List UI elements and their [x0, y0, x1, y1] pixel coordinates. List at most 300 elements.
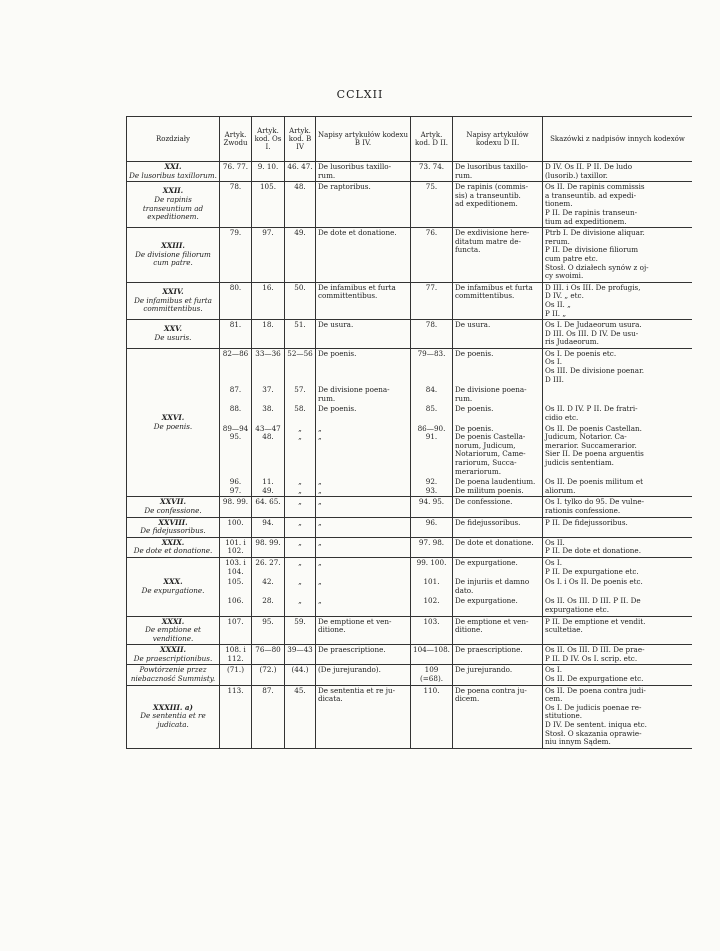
cell-text: De infamibus et furta committentibus. [455, 282, 533, 301]
cell-b-iv [285, 320, 316, 349]
cell-b-iv [285, 685, 316, 748]
section-number: XXVI. [161, 413, 185, 423]
cell-napis-d-ii [453, 320, 543, 349]
cell-napis-b-iv [316, 320, 411, 349]
cell-text: 26. 27. [255, 557, 281, 567]
cell-b-iv [285, 348, 316, 385]
cell-text: „ [318, 497, 322, 507]
cell-d-ii [411, 577, 453, 596]
cell-text: 110. [423, 685, 440, 695]
cell-d-ii [411, 685, 453, 748]
cell-napis-d-ii [453, 424, 543, 478]
cell-text: „ [298, 497, 302, 507]
cell-d-ii [411, 348, 453, 385]
header-artyk-b-iv: Artyk. kod. B IV [285, 117, 316, 162]
cell-text: 98. 99. [255, 537, 281, 547]
cell-d-ii [411, 182, 453, 228]
cell-napis-b-iv [316, 385, 411, 404]
cell-text: „ [318, 577, 322, 587]
cell-text: 104—108. [413, 645, 450, 655]
cell-text: „ „ [318, 477, 322, 495]
header-artyk-zwodu: Artyk. Zwodu [220, 117, 252, 162]
cell-os-i [252, 477, 285, 497]
cell-napis-d-ii [453, 557, 543, 577]
section-name: De infamibus et furta committentibus. [134, 295, 212, 314]
cell-text: 18. [262, 320, 274, 330]
cell-d-ii [411, 665, 453, 685]
cell-text: Os II. De rapinis commissis a transeuntib. ad expedi- tionem. P II. De rapinis transeun- tium ad expeditionem. [545, 182, 645, 226]
cell-text: 43—47 48. [255, 423, 281, 442]
cell-skazowki [543, 320, 693, 349]
cell-b-iv [285, 596, 316, 616]
cell-text: Os II. Os III. D III. P II. De expurgatione etc. [545, 596, 641, 614]
cell-text: „ [298, 537, 302, 547]
cell-zwod [220, 182, 252, 228]
cell-b-iv [285, 228, 316, 283]
cell-text: 45. [294, 685, 306, 695]
cell-text: (De jurejurando). [318, 665, 381, 675]
cell-os-i [252, 577, 285, 596]
cell-text: 16. [262, 282, 274, 292]
cell-text: De praescriptione. [455, 645, 523, 655]
cell-skazowki [543, 645, 693, 665]
cell-napis-b-iv [316, 228, 411, 283]
cell-text: De usura. [318, 320, 354, 330]
table-row [127, 537, 693, 557]
cell-text: De poena contra ju- dicem. [455, 685, 527, 704]
header-skazowki: Skazówki z nadpisów innych kodexów [543, 117, 693, 162]
header-napisy-b-iv: Napisy artykułów kodexu B IV. [316, 117, 411, 162]
cell-text: 108. i 112. [225, 645, 246, 663]
cell-text: De poena laudentium. De militum poenis. [455, 477, 536, 495]
cell-text: 79—83. [417, 348, 446, 358]
cell-napis-d-ii [453, 665, 543, 685]
cell-napis-b-iv [316, 557, 411, 577]
cell-text: „ [318, 557, 322, 567]
cell-text: De usura. [455, 320, 491, 330]
section-number: XXIX. [161, 537, 185, 547]
table-row [127, 557, 693, 577]
cell-skazowki [543, 596, 693, 616]
cell-skazowki [543, 517, 693, 537]
cell-text: De expurgatione. [455, 557, 518, 567]
cell-napis-b-iv [316, 424, 411, 478]
cell-text: D IV. Os II. P II. De ludo (lusorib.) taxillor. [545, 162, 633, 180]
cell-text: Ptrb I. De divisione aliquar. rerum. P II. De divisione filiorum cum patre etc. Stosł. O działech synów z oj- cy swoimi. [545, 228, 649, 281]
cell-text: Os II. P II. De dote et donatione. [545, 537, 641, 556]
cell-text: 73. 74. [418, 162, 445, 171]
cell-b-iv [285, 282, 316, 319]
cell-text: „ „ [298, 477, 302, 495]
cell-text: 103. [423, 616, 440, 626]
cell-zwod [220, 616, 252, 645]
cell-b-iv [285, 577, 316, 596]
cell-napis-b-iv [316, 348, 411, 385]
cell-zwod [220, 424, 252, 478]
cell-text: 9. 10. [257, 162, 279, 171]
cell-zwod [220, 282, 252, 319]
cell-text: De infamibus et furta committentibus. [318, 282, 396, 301]
cell-skazowki [543, 282, 693, 319]
cell-zwod [220, 685, 252, 748]
cell-b-iv [285, 477, 316, 497]
cell-os-i [252, 162, 285, 182]
cell-text: 82—86 [222, 348, 249, 358]
cell-b-iv [285, 497, 316, 517]
cell-text: 76—80 [255, 645, 281, 655]
cell-text: De lusoribus taxillo- rum. [318, 162, 392, 180]
cell-zwod [220, 477, 252, 497]
cell-text: 102. [423, 596, 440, 606]
cell-d-ii [411, 645, 453, 665]
cell-napis-d-ii [453, 537, 543, 557]
cell-napis-b-iv [316, 282, 411, 319]
section-number: XXIII. [161, 241, 185, 251]
cell-text: De emptione et ven- ditione. [455, 616, 529, 635]
cell-text: 99. 100. [416, 557, 447, 567]
section-title [127, 282, 220, 319]
cell-text: 48. [294, 182, 306, 192]
cell-os-i [252, 348, 285, 385]
table-row [127, 182, 693, 228]
cell-text: Os I. De poenis etc. Os I. Os III. De divisione poenar. D III. [545, 348, 645, 384]
section-number: XXVII. [160, 497, 186, 507]
cell-text: 79. [229, 228, 242, 238]
cell-os-i [252, 404, 285, 423]
cell-text: 101. [423, 577, 440, 587]
cell-napis-b-iv [316, 182, 411, 228]
cell-text: 75. [425, 182, 438, 192]
cell-text: 39—43 [287, 645, 313, 655]
section-title [127, 665, 220, 685]
cell-text: P II. De fidejussoribus. [545, 517, 628, 527]
cell-d-ii [411, 596, 453, 616]
cell-text: 58. [294, 404, 306, 414]
cell-text: 52—56 [287, 348, 313, 358]
section-title [127, 162, 220, 182]
cell-text: 76. 77. [222, 162, 249, 171]
cell-text: De dote et donatione. [318, 228, 397, 238]
section-name: De divisione filiorum cum patre. [135, 249, 211, 268]
cell-b-iv [285, 385, 316, 404]
cell-os-i [252, 616, 285, 645]
cell-text: „ [318, 537, 322, 547]
cell-text: 97. 98. [418, 537, 445, 547]
cell-napis-b-iv [316, 577, 411, 596]
cell-skazowki [543, 348, 693, 385]
cell-skazowki [543, 577, 693, 596]
cell-text: 98. 99. [222, 497, 249, 507]
section-name: De emptione et venditione. [145, 625, 201, 643]
cell-skazowki [543, 685, 693, 748]
cell-text: Os II. De poenis Castellan. Judicum, Notarior. Ca- merarior. Succamerarior. Sier II. De poena arguentis judicis sententiam. [545, 423, 644, 467]
cell-text: Os I. P II. De expurgatione etc. [545, 557, 639, 576]
cell-text: Os I. Os II. De expurgatione etc. [545, 665, 644, 684]
header-artyk-d-ii: Artyk. kod. D II. [411, 117, 453, 162]
section-number: XXII. [162, 186, 184, 196]
cell-d-ii [411, 477, 453, 497]
cell-d-ii [411, 537, 453, 557]
cell-skazowki [543, 537, 693, 557]
cell-text: 28. [262, 596, 274, 606]
cell-text: 101. i 102. [225, 537, 246, 556]
cell-zwod [220, 404, 252, 423]
cell-napis-b-iv [316, 616, 411, 645]
cell-text: 51. [294, 320, 306, 330]
section-title [127, 616, 220, 645]
cell-napis-b-iv [316, 596, 411, 616]
cell-os-i [252, 320, 285, 349]
cell-text: 87. [229, 385, 242, 395]
cell-text: De poenis. [455, 404, 494, 414]
page-number: CCLXII [336, 88, 384, 101]
section-title [127, 228, 220, 283]
cell-text: 105. [227, 577, 244, 587]
section-number: XXX. [163, 577, 183, 587]
cell-text: 59. [294, 616, 306, 626]
cell-text: De poenis. De poenis Castella- norum, Judicum, Notariorum, Came- rariorum, Succa- merariorum. [455, 423, 526, 476]
cell-napis-b-iv [316, 665, 411, 685]
header-napisy-d-ii: Napisy artykułów kodexu D II. [453, 117, 543, 162]
table-row [127, 517, 693, 537]
cell-text: De fidejussoribus. [455, 517, 521, 527]
cell-napis-d-ii [453, 497, 543, 517]
table-row [127, 348, 693, 385]
cell-text: De raptoribus. [318, 182, 371, 192]
table-row [127, 616, 693, 645]
cell-text: 92. 93. [425, 477, 438, 495]
cell-text: 94. 95. [418, 497, 445, 507]
cell-text: De jurejurando. [455, 665, 513, 675]
cell-text: 85. [425, 404, 438, 414]
cell-text: 96. [425, 517, 438, 527]
cell-d-ii [411, 404, 453, 423]
cell-napis-b-iv [316, 645, 411, 665]
cell-napis-d-ii [453, 477, 543, 497]
cell-text: „ [298, 596, 302, 606]
cell-text: 88. [229, 404, 242, 414]
cell-text: 80. [229, 282, 242, 292]
section-number: XXVIII. [158, 517, 188, 527]
cell-text: D III. i Os III. De profugis, D IV. „ etc. Os II. „ P II. „ [545, 282, 641, 318]
cell-zwod [220, 557, 252, 577]
cell-os-i [252, 182, 285, 228]
cell-d-ii [411, 497, 453, 517]
cell-zwod [220, 162, 252, 182]
section-number: XXXII. [160, 645, 186, 655]
cell-napis-b-iv [316, 477, 411, 497]
cell-text: 11. 49. [262, 477, 274, 495]
cell-text: De poenis. [318, 348, 357, 358]
cell-os-i [252, 596, 285, 616]
cell-text: 97. [262, 228, 274, 238]
cell-napis-b-iv [316, 517, 411, 537]
cell-napis-b-iv [316, 162, 411, 182]
cell-text: 107. [227, 616, 244, 626]
section-name: De praescriptionibus. [133, 653, 213, 663]
cell-d-ii [411, 228, 453, 283]
cell-napis-d-ii [453, 162, 543, 182]
section-name: De fidejussoribus. [140, 526, 206, 536]
cell-skazowki [543, 477, 693, 497]
cell-text: „ [298, 557, 302, 567]
cell-text: 50. [294, 282, 306, 292]
table-row [127, 497, 693, 517]
cell-b-iv [285, 537, 316, 557]
cell-text: Os II. De poenis militum et aliorum. [545, 477, 643, 495]
cell-text: 78. [229, 182, 242, 192]
cell-skazowki [543, 385, 693, 404]
section-name: De poenis. [153, 421, 193, 431]
table-row [127, 645, 693, 665]
concordance-table [126, 116, 692, 749]
cell-napis-d-ii [453, 616, 543, 645]
cell-text: „ „ [298, 423, 302, 442]
cell-text: 33—36 [255, 348, 281, 358]
cell-d-ii [411, 162, 453, 182]
cell-text: De injuriis et damno dato. [455, 577, 530, 595]
cell-text: 87. [262, 685, 274, 695]
cell-napis-b-iv [316, 537, 411, 557]
cell-b-iv [285, 645, 316, 665]
section-title [127, 348, 220, 497]
cell-os-i [252, 424, 285, 478]
cell-text: 46. 47. [287, 162, 313, 171]
cell-os-i [252, 645, 285, 665]
cell-napis-d-ii [453, 645, 543, 665]
cell-text: 57. [294, 385, 306, 395]
cell-os-i [252, 228, 285, 283]
cell-zwod [220, 665, 252, 685]
cell-skazowki [543, 616, 693, 645]
cell-d-ii [411, 282, 453, 319]
cell-zwod [220, 517, 252, 537]
cell-skazowki [543, 424, 693, 478]
cell-text: 100. [227, 517, 244, 527]
section-name: De dote et donatione. [133, 546, 213, 556]
cell-skazowki [543, 497, 693, 517]
section-number: XXV. [164, 324, 182, 334]
cell-text: De confessione. [455, 497, 513, 507]
cell-text: De praescriptione. [318, 645, 386, 655]
cell-text: De dote et donatione. [455, 537, 534, 547]
cell-text: „ [318, 596, 322, 606]
section-name: De confessione. [144, 505, 202, 515]
cell-text: Os II. D IV. P II. De fratri- cidio etc. [545, 404, 638, 423]
concordance-table-wrap [126, 116, 692, 836]
cell-napis-d-ii [453, 404, 543, 423]
cell-b-iv [285, 404, 316, 423]
cell-text: De expurgatione. [455, 596, 518, 606]
cell-d-ii [411, 320, 453, 349]
section-name: De lusoribus taxillorum. [129, 170, 217, 180]
table-row [127, 665, 693, 685]
cell-text: 105. [259, 182, 276, 192]
cell-napis-b-iv [316, 497, 411, 517]
section-name: De expurgatione. [141, 585, 205, 595]
cell-d-ii [411, 557, 453, 577]
cell-napis-b-iv [316, 685, 411, 748]
cell-text: (71.) [226, 665, 245, 675]
cell-text: De emptione et ven- ditione. [318, 616, 392, 635]
section-title [127, 685, 220, 748]
cell-text: De poenis. [318, 404, 357, 414]
cell-skazowki [543, 404, 693, 423]
cell-text: 42. [262, 577, 274, 587]
header-artyk-os-i: Artyk. kod. Os I. [252, 117, 285, 162]
section-title [127, 557, 220, 616]
cell-text: 113. [227, 685, 244, 695]
cell-zwod [220, 497, 252, 517]
cell-napis-d-ii [453, 385, 543, 404]
section-title [127, 517, 220, 537]
cell-b-iv [285, 665, 316, 685]
cell-text: 38. [262, 404, 274, 414]
cell-text: De sententia et re ju- dicata. [318, 685, 396, 704]
cell-napis-d-ii [453, 182, 543, 228]
cell-os-i [252, 537, 285, 557]
cell-text: De exdivisione here- ditatum matre de- functa. [455, 228, 530, 255]
section-title [127, 320, 220, 349]
cell-d-ii [411, 385, 453, 404]
cell-skazowki [543, 162, 693, 182]
cell-os-i [252, 557, 285, 577]
cell-zwod [220, 537, 252, 557]
cell-b-iv [285, 517, 316, 537]
cell-zwod [220, 596, 252, 616]
cell-text: (44.) [291, 665, 309, 675]
cell-zwod [220, 228, 252, 283]
cell-d-ii [411, 517, 453, 537]
cell-b-iv [285, 616, 316, 645]
cell-text: 106. [227, 596, 244, 606]
cell-text: „ [318, 517, 322, 527]
cell-text: (72.) [259, 665, 277, 675]
cell-text: Os II. De poena contra judi- cem. Os I. De judicis poenae re- stitutione. D IV. De sentent. iniqua etc. Stosł. O skazania oprawie- niu innym Sądem. [545, 685, 647, 747]
cell-zwod [220, 645, 252, 665]
cell-text: P II. De emptione et vendit. scultetiae. [545, 616, 646, 635]
section-title [127, 497, 220, 517]
cell-text: „ [298, 577, 302, 587]
section-number: XXIV. [162, 287, 184, 297]
section-title [127, 537, 220, 557]
cell-text: 86—90. 91. [417, 423, 446, 442]
cell-napis-d-ii [453, 685, 543, 748]
cell-zwod [220, 577, 252, 596]
cell-skazowki [543, 557, 693, 577]
cell-text: 109 (=68). [419, 665, 444, 684]
cell-os-i [252, 665, 285, 685]
cell-text: De lusoribus taxillo- rum. [455, 162, 529, 180]
cell-text: 78. [425, 320, 438, 330]
cell-text: De poenis. [455, 348, 494, 358]
cell-text: 64. 65. [255, 497, 281, 507]
cell-b-iv [285, 182, 316, 228]
cell-zwod [220, 320, 252, 349]
section-title [127, 182, 220, 228]
cell-napis-d-ii [453, 577, 543, 596]
cell-d-ii [411, 424, 453, 478]
header-row [127, 117, 693, 162]
table-row [127, 162, 693, 182]
cell-os-i [252, 685, 285, 748]
cell-napis-d-ii [453, 517, 543, 537]
cell-text: Os I. i Os II. De poenis etc. [545, 577, 643, 587]
cell-os-i [252, 497, 285, 517]
table-row [127, 228, 693, 283]
cell-napis-d-ii [453, 282, 543, 319]
cell-napis-d-ii [453, 348, 543, 385]
